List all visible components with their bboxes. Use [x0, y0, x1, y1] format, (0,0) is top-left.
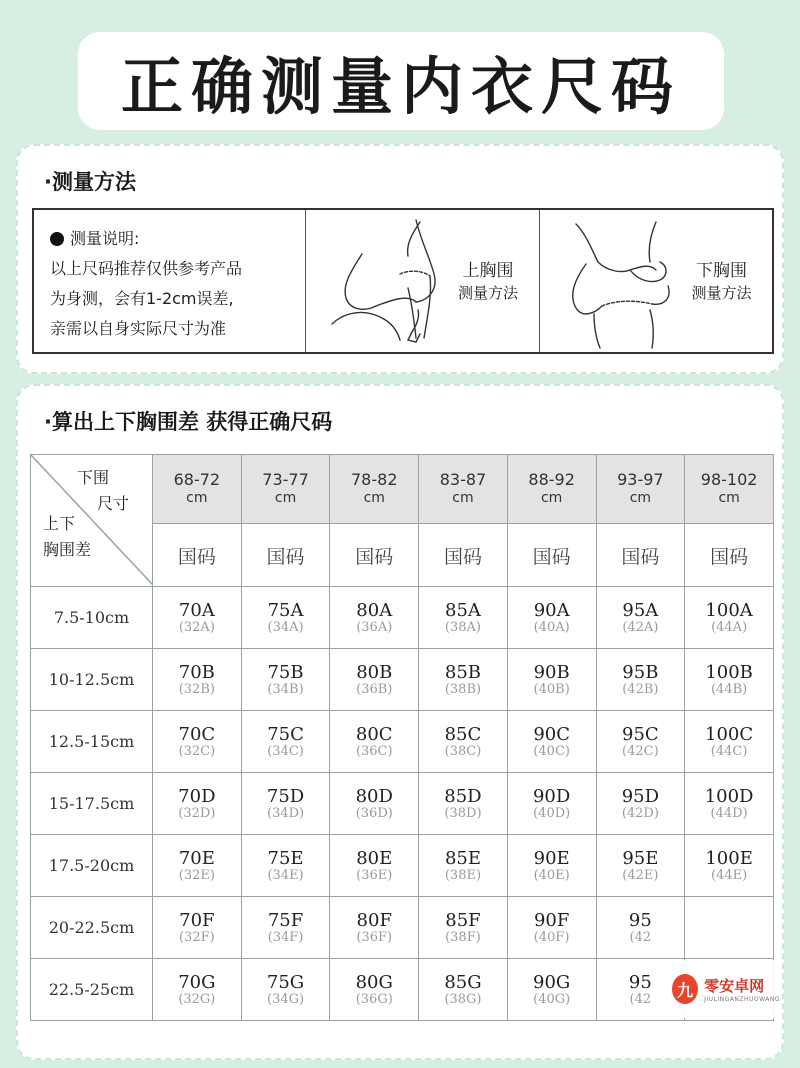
size-cell: [330, 711, 419, 773]
size-us: (36G): [355, 991, 393, 1007]
column-unit: cm: [452, 490, 474, 506]
size-us: (38C): [444, 743, 482, 759]
size-us: (32E): [178, 867, 215, 883]
size-us: (42D): [621, 805, 659, 821]
size-us: (32G): [178, 991, 216, 1007]
size-cell: [241, 959, 330, 1021]
size-cn: 75E: [267, 847, 304, 869]
size-us: (32A): [178, 619, 215, 635]
size-us: (44A): [711, 619, 748, 635]
measurement-note: [34, 210, 306, 352]
size-cell: [330, 835, 419, 897]
size-cn: 95A: [622, 599, 659, 621]
corner-top-a: 下围: [77, 468, 110, 487]
size-us: (44D): [710, 805, 748, 821]
size-cell: [153, 649, 242, 711]
size-cn: 90C: [533, 723, 570, 745]
column-unit: cm: [363, 490, 385, 506]
size-cn: 70G: [178, 971, 216, 993]
column-label-guoma: 国码: [419, 524, 508, 587]
column-header-underbust: [330, 455, 419, 524]
size-cn: 70C: [178, 723, 216, 745]
size-cell: [596, 587, 685, 649]
size-cell: [596, 649, 685, 711]
size-cell: [507, 897, 596, 959]
method-heading: ·测量方法: [44, 170, 136, 194]
size-us: (34D): [267, 805, 305, 821]
size-cn: 75G: [266, 971, 305, 993]
size-cn: 70A: [178, 599, 215, 621]
size-cn: 90D: [532, 785, 571, 807]
size-us: (40D): [533, 805, 571, 821]
size-us: (44C): [710, 743, 748, 759]
table-row: [31, 835, 774, 897]
size-cn: 100A: [705, 599, 753, 621]
size-cn: 90A: [533, 599, 570, 621]
size-cn: 80C: [355, 723, 393, 745]
note-line: 亲需以自身实际尺寸为准: [50, 319, 227, 338]
size-cn: 95: [628, 909, 652, 931]
column-range: 83-87: [439, 470, 487, 489]
column-header-underbust: [153, 455, 242, 524]
size-cn: 85C: [444, 723, 482, 745]
logo-name: 零安卓网: [704, 977, 765, 995]
size-cn: 75D: [266, 785, 305, 807]
bullet-dot-icon: [50, 232, 64, 246]
size-cn: 85D: [444, 785, 482, 807]
column-range: 98-102: [700, 470, 758, 489]
size-cn: 85G: [444, 971, 482, 993]
column-label-guoma: 国码: [507, 524, 596, 587]
size-us: (40G): [533, 991, 571, 1007]
size-cell: [596, 897, 685, 959]
table-row: [31, 773, 774, 835]
size-us: (34E): [267, 867, 304, 883]
size-cn: 75F: [267, 909, 304, 931]
size-cn: 80B: [356, 661, 393, 683]
size-cn: 70F: [179, 909, 215, 931]
size-cell: [153, 773, 242, 835]
under-bust-label: 下胸围: [696, 261, 747, 281]
size-cell: [596, 773, 685, 835]
size-cell: [685, 835, 774, 897]
note-line: 为身测，会有1-2cm误差,: [50, 289, 234, 308]
size-us: (32C): [178, 743, 216, 759]
size-us: (36A): [356, 619, 393, 635]
size-cell: [419, 773, 508, 835]
size-cell: [685, 773, 774, 835]
column-range: 88-92: [528, 470, 575, 489]
size-us: (42B): [622, 681, 659, 697]
size-cell: [330, 959, 419, 1021]
size-cell: [419, 649, 508, 711]
column-header-underbust: [419, 455, 508, 524]
size-us: (44E): [711, 867, 748, 883]
column-label-guoma: 国码: [596, 524, 685, 587]
size-cn: 80G: [355, 971, 393, 993]
size-cell: [153, 897, 242, 959]
size-cell: [507, 773, 596, 835]
size-us: (38E): [444, 867, 482, 883]
size-us: (40F): [533, 929, 570, 945]
column-header-underbust: [685, 455, 774, 524]
column-range: 73-77: [262, 470, 309, 489]
size-cn: 70E: [178, 847, 215, 869]
table-row: [31, 897, 774, 959]
size-cell: [419, 835, 508, 897]
upper-bust-sublabel: 测量方法: [458, 284, 519, 302]
logo-icon: 九: [672, 974, 698, 1004]
size-cell: [507, 835, 596, 897]
column-label-guoma: 国码: [153, 524, 242, 587]
size-us: (34C): [267, 743, 304, 759]
note-line: 以上尺码推荐仅供参考产品: [50, 259, 243, 278]
size-table: [30, 454, 774, 1021]
size-cn: 90B: [533, 661, 570, 683]
size-chart-card: [16, 384, 784, 1060]
size-cn: 90F: [533, 909, 570, 931]
size-cell: [507, 711, 596, 773]
size-cn: 95C: [622, 723, 659, 745]
size-cn: 80F: [356, 909, 392, 931]
size-us: (40B): [533, 681, 570, 697]
size-us: (42C): [622, 743, 659, 759]
size-us: (32B): [178, 681, 215, 697]
size-cn: 100C: [705, 723, 754, 745]
size-us: (36D): [355, 805, 393, 821]
column-unit: cm: [540, 490, 563, 506]
size-cn: 95: [628, 971, 652, 993]
size-cell: [330, 649, 419, 711]
size-cn: 90G: [533, 971, 571, 993]
size-cn: 90E: [533, 847, 570, 869]
size-cell: [419, 711, 508, 773]
row-bust-difference: 22.5-25cm: [31, 959, 153, 1021]
size-us: (40C): [533, 743, 570, 759]
row-bust-difference: 17.5-20cm: [31, 835, 153, 897]
measurement-method-card: [16, 144, 784, 374]
size-cell: [241, 587, 330, 649]
table-row: [31, 711, 774, 773]
size-cell: [241, 897, 330, 959]
column-unit: cm: [186, 490, 208, 506]
row-bust-difference: 10-12.5cm: [31, 649, 153, 711]
size-us: (40E): [533, 867, 570, 883]
column-unit: cm: [629, 490, 652, 506]
column-unit: cm: [718, 490, 740, 506]
size-us: (34G): [267, 991, 305, 1007]
size-cn: 80D: [355, 785, 393, 807]
column-header-underbust: [507, 455, 596, 524]
size-cell: [507, 649, 596, 711]
size-cell: [419, 587, 508, 649]
size-cn: 70B: [178, 661, 215, 683]
column-header-underbust: [596, 455, 685, 524]
row-bust-difference: 7.5-10cm: [31, 587, 153, 649]
size-cell: [507, 587, 596, 649]
size-us: (34B): [267, 681, 304, 697]
size-cell: [507, 959, 596, 1021]
size-cell: [153, 711, 242, 773]
size-cn: 85F: [445, 909, 481, 931]
size-cell: [685, 649, 774, 711]
size-cn: 75C: [267, 723, 304, 745]
table-row: [31, 587, 774, 649]
upper-bust-illustration-icon: [312, 214, 462, 352]
size-us: (38D): [444, 805, 482, 821]
row-bust-difference: 15-17.5cm: [31, 773, 153, 835]
under-bust-sublabel: 测量方法: [691, 284, 752, 302]
size-cell: [330, 587, 419, 649]
column-label-guoma: 国码: [330, 524, 419, 587]
size-cn: 80E: [356, 847, 393, 869]
size-cell: [153, 959, 242, 1021]
size-chart-heading: ·算出上下胸围差 获得正确尺码: [44, 410, 333, 434]
size-us: (32F): [178, 929, 215, 945]
column-range: 68-72: [173, 470, 221, 489]
size-us: (44B): [710, 681, 748, 697]
size-cn: 100B: [705, 661, 753, 683]
upper-bust-figure: [306, 210, 540, 352]
column-header-underbust: [241, 455, 330, 524]
size-cn: 85B: [444, 661, 482, 683]
title-card: [78, 32, 724, 130]
size-cell: [596, 835, 685, 897]
size-us: (38G): [444, 991, 482, 1007]
size-cn: 95E: [622, 847, 659, 869]
size-cn: 80A: [356, 599, 393, 621]
logo-small-text: JIULINGANZHUOWANG: [704, 996, 780, 1003]
size-cell: [153, 587, 242, 649]
method-box: [32, 208, 774, 354]
size-cell: [241, 773, 330, 835]
watermark-logo: [662, 960, 780, 1018]
size-cell: [330, 897, 419, 959]
corner-header-cell: [31, 455, 153, 587]
size-us: (36F): [356, 929, 393, 945]
size-us: (40A): [533, 619, 570, 635]
size-us: (34A): [267, 619, 304, 635]
size-cell: [685, 587, 774, 649]
size-us: (34F): [267, 929, 304, 945]
size-cn: 95D: [621, 785, 660, 807]
size-cell: [419, 897, 508, 959]
size-us: (36E): [356, 867, 393, 883]
size-cell: [685, 897, 774, 959]
size-cn: 75B: [267, 661, 304, 683]
size-cell: [241, 711, 330, 773]
size-cell: [596, 711, 685, 773]
size-cn: 95B: [622, 661, 659, 683]
under-bust-illustration-icon: [546, 214, 696, 352]
size-cn: 75A: [267, 599, 304, 621]
size-us: (32D): [178, 805, 216, 821]
under-bust-figure: [540, 210, 773, 352]
size-cn: 85E: [444, 847, 481, 869]
column-range: 78-82: [351, 470, 398, 489]
table-row: [31, 649, 774, 711]
size-us: (38A): [444, 619, 481, 635]
size-us: (42A): [622, 619, 659, 635]
size-us: (36C): [355, 743, 393, 759]
column-unit: cm: [274, 490, 297, 506]
size-us: (38B): [444, 681, 482, 697]
size-cn: 100D: [704, 785, 754, 807]
note-title: 测量说明:: [70, 229, 140, 248]
size-us: (42: [629, 929, 652, 945]
size-cell: [241, 649, 330, 711]
column-label-guoma: 国码: [685, 524, 774, 587]
corner-bottom-a: 上下: [43, 514, 76, 533]
size-cell: [330, 773, 419, 835]
column-range: 93-97: [617, 470, 664, 489]
size-cn: 70D: [178, 785, 216, 807]
size-us: (36B): [356, 681, 393, 697]
size-cell: [685, 711, 774, 773]
column-label-guoma: 国码: [241, 524, 330, 587]
page-title: 正确测量内衣尺码: [120, 49, 681, 123]
corner-bottom-b: 胸围差: [43, 540, 92, 559]
corner-top-b: 尺寸: [97, 494, 130, 513]
row-bust-difference: 12.5-15cm: [31, 711, 153, 773]
size-cn: 100E: [705, 847, 753, 869]
size-cell: [419, 959, 508, 1021]
size-us: (42E): [622, 867, 659, 883]
size-cn: 85A: [445, 599, 481, 621]
size-cell: [153, 835, 242, 897]
row-bust-difference: 20-22.5cm: [31, 897, 153, 959]
size-us: (42: [629, 991, 652, 1007]
size-cell: [241, 835, 330, 897]
upper-bust-label: 上胸围: [462, 261, 514, 281]
size-us: (38F): [445, 929, 481, 945]
